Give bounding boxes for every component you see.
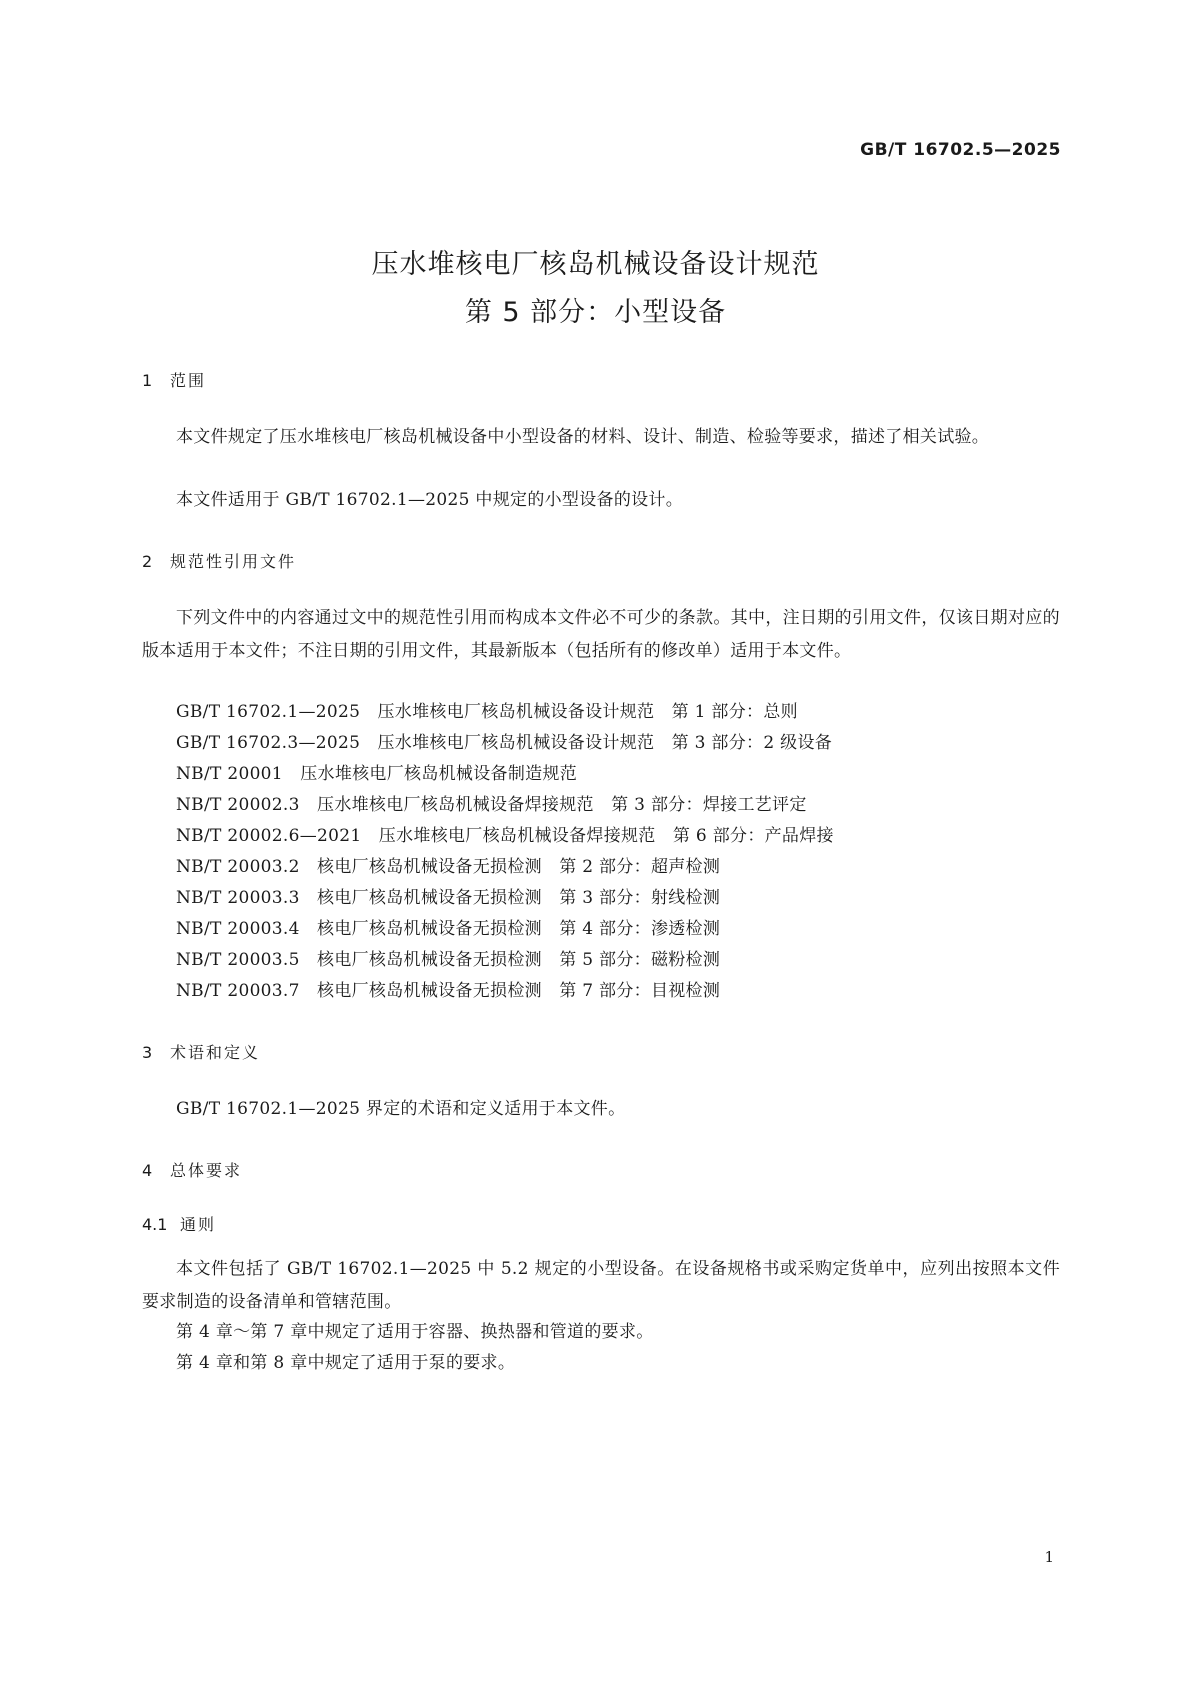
reference-item: NB/T 20003.5 核电厂核岛机械设备无损检测 第 5 部分：磁粉检测: [176, 950, 721, 970]
section-title: 规范性引用文件: [170, 552, 297, 571]
document-subtitle: 第 5 部分：小型设备: [464, 297, 727, 328]
reference-item: GB/T 16702.3—2025 压水堆核电厂核岛机械设备设计规范 第 3 部分：2 级设备: [176, 733, 833, 753]
document-title: 压水堆核电厂核岛机械设备设计规范: [371, 249, 820, 280]
section-number: 4: [142, 1161, 153, 1180]
section-3-paragraph: GB/T 16702.1—2025 界定的术语和定义适用于本文件。: [176, 1099, 626, 1119]
reference-item: NB/T 20003.7 核电厂核岛机械设备无损检测 第 7 部分：目视检测: [176, 981, 721, 1001]
section-2-intro: 下列文件中的内容通过文中的规范性引用而构成本文件必不可少的条款。其中，注日期的引用文件，仅该日期对应的版本适用于本文件；不注日期的引用文件，其最新版本（包括所有的修改单）适用于本文件。: [142, 608, 1060, 661]
reference-item: NB/T 20003.4 核电厂核岛机械设备无损检测 第 4 部分：渗透检测: [176, 919, 721, 939]
subsection-title: 通则: [180, 1215, 217, 1234]
subsection-4-1-paragraph-2: 第 4 章～第 7 章中规定了适用于容器、换热器和管道的要求。: [176, 1322, 654, 1342]
section-title: 术语和定义: [170, 1043, 261, 1062]
reference-item: NB/T 20002.6—2021 压水堆核电厂核岛机械设备焊接规范 第 6 部分：产品焊接: [176, 826, 834, 846]
page-number: 1: [1044, 1548, 1054, 1566]
section-3-heading: [142, 1040, 260, 1063]
subsection-number: 4.1: [142, 1215, 168, 1234]
section-1-paragraph-1: 本文件规定了压水堆核电厂核岛机械设备中小型设备的材料、设计、制造、检验等要求，描述了相关试验。: [176, 427, 990, 447]
section-1-heading: [142, 368, 206, 391]
subsection-4-1-paragraph-1: 本文件包括了 GB/T 16702.1—2025 中 5.2 规定的小型设备。在设备规格书或采购定货单中，应列出按照本文件要求制造的设备清单和管辖范围。: [142, 1259, 1060, 1312]
section-title: 范围: [170, 371, 207, 390]
section-number: 2: [142, 552, 153, 571]
reference-item: NB/T 20003.2 核电厂核岛机械设备无损检测 第 2 部分：超声检测: [176, 857, 721, 877]
section-title: 总体要求: [170, 1161, 243, 1180]
reference-item: GB/T 16702.1—2025 压水堆核电厂核岛机械设备设计规范 第 1 部分：总则: [176, 702, 798, 722]
section-1-paragraph-2: 本文件适用于 GB/T 16702.1—2025 中规定的小型设备的设计。: [176, 490, 684, 510]
section-number: 3: [142, 1043, 153, 1062]
reference-item: NB/T 20003.3 核电厂核岛机械设备无损检测 第 3 部分：射线检测: [176, 888, 721, 908]
section-number: 1: [142, 371, 153, 390]
section-2-heading: [142, 549, 296, 572]
standard-code: GB/T 16702.5—2025: [860, 140, 1061, 160]
subsection-4-1-heading: [142, 1212, 216, 1235]
section-4-heading: [142, 1158, 242, 1181]
subsection-4-1-paragraph-3: 第 4 章和第 8 章中规定了适用于泵的要求。: [176, 1353, 516, 1373]
reference-item: NB/T 20001 压水堆核电厂核岛机械设备制造规范: [176, 764, 578, 784]
reference-item: NB/T 20002.3 压水堆核电厂核岛机械设备焊接规范 第 3 部分：焊接工艺评定: [176, 795, 807, 815]
